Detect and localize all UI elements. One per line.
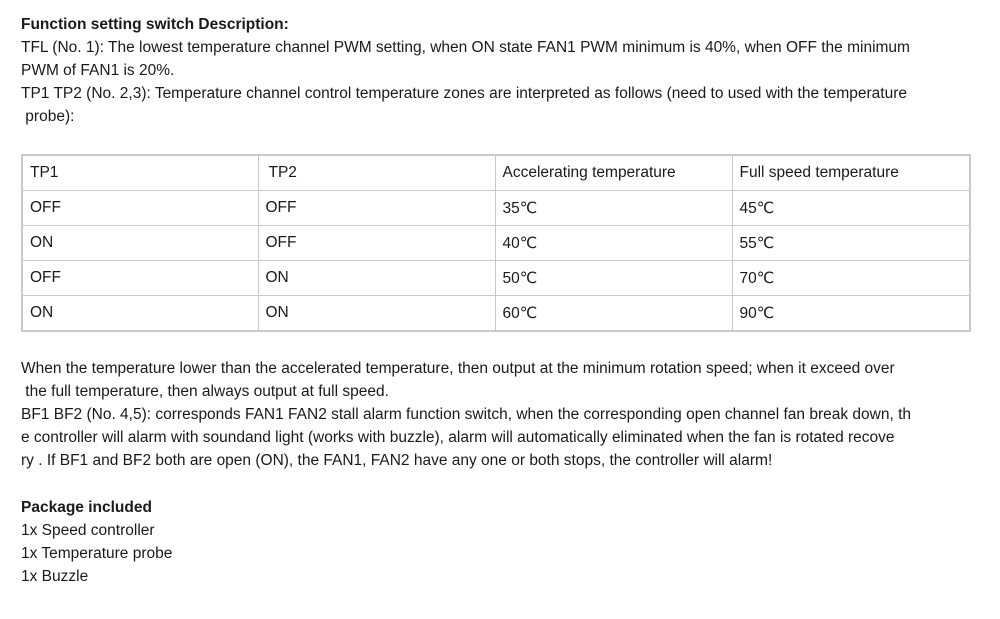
package-title: Package included bbox=[21, 499, 152, 516]
header-tp1: TP1 bbox=[22, 155, 258, 191]
cell-accelerating: 50℃ bbox=[495, 261, 732, 296]
cell-tp2: ON bbox=[258, 296, 495, 332]
note-line-5: ry . If BF1 and BF2 both are open (ON), the FAN1, FAN2 have any one or both stops, the controller will alarm! bbox=[21, 452, 773, 469]
cell-full-speed: 70℃ bbox=[732, 261, 970, 296]
table-row bbox=[22, 261, 970, 296]
cell-full-speed: 90℃ bbox=[732, 296, 970, 332]
table-row bbox=[22, 191, 970, 226]
cell-accelerating: 40℃ bbox=[495, 226, 732, 261]
note-line-3: BF1 BF2 (No. 4,5): corresponds FAN1 FAN2 stall alarm function switch, when the corresponding open channel fan break down, th bbox=[21, 406, 911, 423]
table-row bbox=[22, 296, 970, 332]
section-heading: Function setting switch Description: bbox=[21, 16, 289, 33]
table-row bbox=[22, 226, 970, 261]
cell-tp2: OFF bbox=[258, 191, 495, 226]
note-line-1: When the temperature lower than the accelerated temperature, then output at the minimum rotation speed; when it exceed over bbox=[21, 360, 895, 377]
intro-line-4: probe): bbox=[21, 108, 75, 125]
cell-tp1: OFF bbox=[22, 191, 258, 226]
cell-tp1: ON bbox=[22, 226, 258, 261]
cell-full-speed: 55℃ bbox=[732, 226, 970, 261]
cell-tp2: ON bbox=[258, 261, 495, 296]
note-line-2: the full temperature, then always output at full speed. bbox=[21, 383, 389, 400]
package-item: 1x Temperature probe bbox=[21, 545, 173, 562]
table-header-row bbox=[22, 155, 970, 191]
header-full-speed-temperature: Full speed temperature bbox=[732, 155, 970, 191]
cell-accelerating: 60℃ bbox=[495, 296, 732, 332]
package-item: 1x Buzzle bbox=[21, 568, 89, 585]
note-line-4: e controller will alarm with soundand light (works with buzzle), alarm will automatically eliminated when the fan is rotated recove bbox=[21, 429, 895, 446]
cell-accelerating: 35℃ bbox=[495, 191, 732, 226]
intro-line-1: TFL (No. 1): The lowest temperature channel PWM setting, when ON state FAN1 PWM minimum is 40%, when OFF the minimum bbox=[21, 39, 910, 56]
intro-line-2: PWM of FAN1 is 20%. bbox=[21, 62, 175, 79]
header-accelerating-temperature: Accelerating temperature bbox=[495, 155, 732, 191]
cell-tp1: ON bbox=[22, 296, 258, 332]
package-item: 1x Speed controller bbox=[21, 522, 155, 539]
cell-full-speed: 45℃ bbox=[732, 191, 970, 226]
header-tp2: TP2 bbox=[258, 155, 495, 191]
temperature-zone-table bbox=[21, 154, 971, 332]
cell-tp2: OFF bbox=[258, 226, 495, 261]
cell-tp1: OFF bbox=[22, 261, 258, 296]
intro-line-3: TP1 TP2 (No. 2,3): Temperature channel control temperature zones are interpreted as follows (need to used with the temperature bbox=[21, 85, 907, 102]
